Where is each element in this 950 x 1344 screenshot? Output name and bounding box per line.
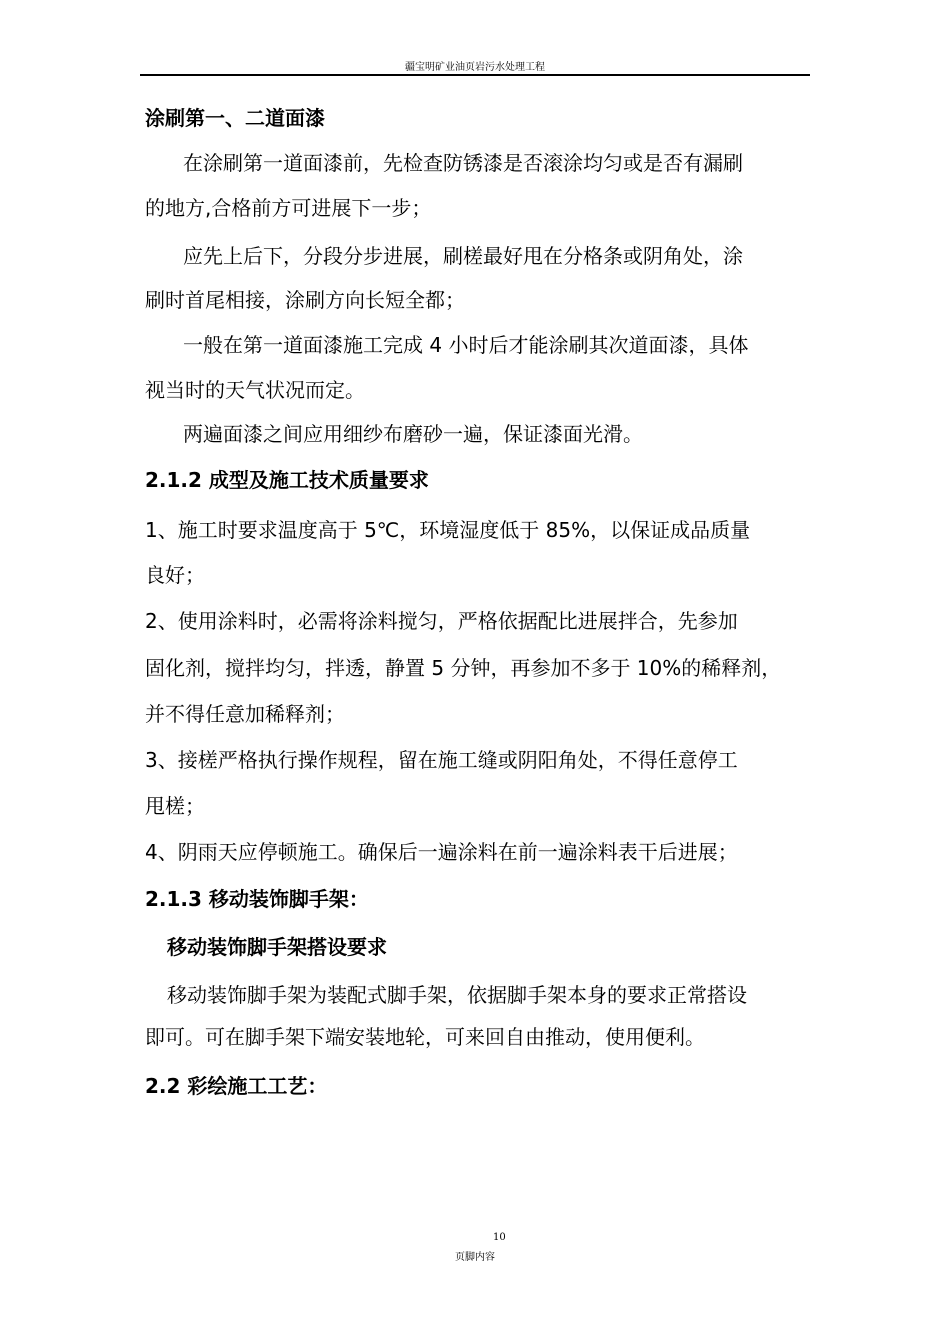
paragraph-line: 移动装饰脚手架为装配式脚手架，依据脚手架本身的要求正常搭设 [167, 983, 747, 1007]
paragraph-line: 即可。可在脚手架下端安装地轮，可来回自由推动，使用便利。 [145, 1025, 705, 1049]
page-number: 10 [493, 1232, 506, 1243]
list-item-line: 3、接槎严格执行操作规程，留在施工缝或阴阳角处，不得任意停工 [145, 748, 738, 772]
running-header: 疆宝明矿业油页岩污水处理工程 [405, 62, 545, 73]
paragraph-line: 两遍面漆之间应用细纱布磨砂一遍，保证漆面光滑。 [183, 422, 643, 446]
section-heading-2-1-3: 2.1.3 移动装饰脚手架： [145, 887, 369, 911]
paragraph-line: 的地方,合格前方可进展下一步； [145, 196, 432, 220]
section-heading-2-2: 2.2 彩绘施工工艺： [145, 1074, 328, 1098]
paragraph-line: 应先上后下，分段分步进展，刷槎最好甩在分格条或阴角处，涂 [183, 244, 743, 268]
section-heading-2-1-2: 2.1.2 成型及施工技术质量要求 [145, 468, 429, 492]
paragraph-line: 视当时的天气状况而定。 [145, 378, 365, 402]
section-heading-paint: 涂刷第一、二道面漆 [145, 106, 325, 130]
paragraph-line: 刷时首尾相接，涂刷方向长短全都； [145, 288, 465, 312]
paragraph-line: 一般在第一道面漆施工完成 4 小时后才能涂刷其次道面漆，具体 [183, 333, 749, 357]
list-item-line: 固化剂，搅拌均匀，拌透，静置 5 分钟，再参加不多于 10%的稀释剂， [145, 656, 782, 680]
list-item-line: 1、施工时要求温度高于 5℃，环境湿度低于 85%，以保证成品质量 [145, 518, 751, 542]
subheading-scaffold: 移动装饰脚手架搭设要求 [167, 935, 387, 959]
header-divider [140, 74, 810, 76]
paragraph-line: 在涂刷第一道面漆前，先检查防锈漆是否滚涂均匀或是否有漏刷 [183, 151, 743, 175]
list-item-line: 甩槎； [145, 794, 205, 818]
footer-label: 页脚内容 [455, 1252, 495, 1263]
list-item-line: 2、使用涂料时，必需将涂料搅匀，严格依据配比进展拌合，先参加 [145, 609, 738, 633]
list-item-line: 并不得任意加稀释剂； [145, 702, 345, 726]
list-item-line: 良好； [145, 563, 205, 587]
list-item-line: 4、阴雨天应停顿施工。确保后一遍涂料在前一遍涂料表干后进展； [145, 840, 738, 864]
